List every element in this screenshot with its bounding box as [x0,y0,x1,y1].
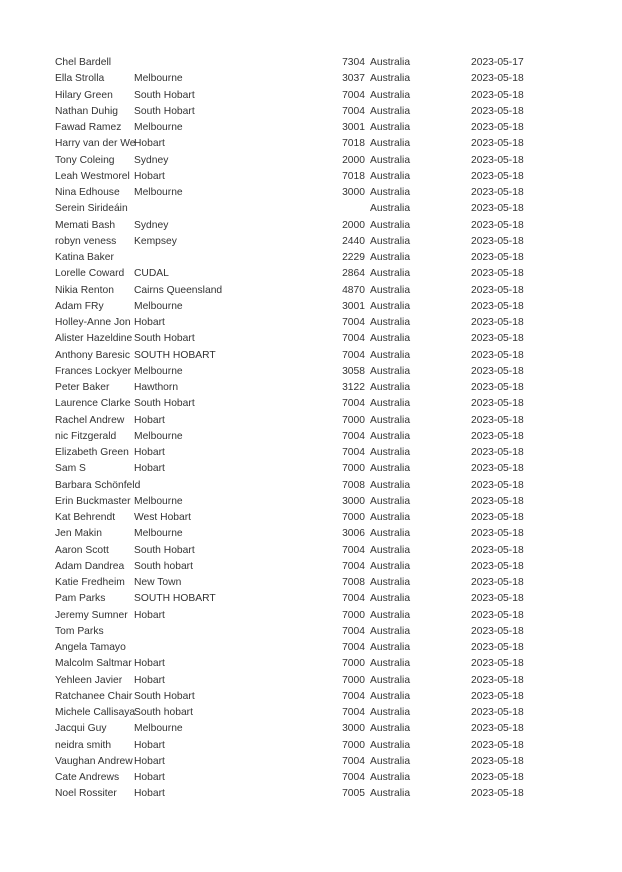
signer-name: Kat Behrendt [55,512,116,523]
signer-country: Australia [370,479,411,491]
signer-city: South Hobart [134,105,195,117]
signer-name: Nathan Duhig [55,105,118,117]
signer-name: Fawad Ramez [55,122,122,133]
table-row [0,494,622,510]
signer-country: Australia [370,365,411,377]
signer-name: Frances Lockyer [55,365,132,377]
signer-country: Australia [370,349,411,361]
signer-name: Pam Parks [55,593,106,605]
signer-city: Hobart [134,414,165,426]
table-row [0,608,622,624]
signature-date: 2023-05-17 [471,57,524,68]
signer-name: Leah Westmorel [55,170,130,182]
signature-date: 2023-05-18 [471,430,524,442]
signer-city: Melbourne [134,430,183,442]
signer-postcode: 7004 [342,593,365,605]
table-row [0,429,622,445]
signer-city: SOUTH HOBART [134,349,216,361]
signer-city: South hobart [134,560,193,572]
signer-country: Australia [370,560,411,572]
table-row [0,786,622,802]
signer-name: Noel Rossiter [55,788,117,800]
signature-date: 2023-05-18 [471,495,524,507]
signer-name: Ella Strolla [55,73,105,85]
signer-name: Tony Coleing [55,154,115,166]
signer-postcode: 7004 [342,430,365,442]
signer-country: Australia [370,122,411,133]
signer-city: South Hobart [134,89,195,101]
signer-city: South Hobart [134,398,195,410]
table-row [0,575,622,591]
table-row [0,705,622,721]
signer-name: neidra smith [55,739,112,751]
signer-name: Rachel Andrew [55,414,125,426]
signer-postcode: 3000 [342,495,365,507]
signature-date: 2023-05-18 [471,122,524,133]
signer-postcode: 3058 [342,365,365,377]
signer-city: Hobart [134,788,165,800]
table-row [0,754,622,770]
table-row [0,299,622,315]
signature-date: 2023-05-18 [471,674,524,686]
table-row [0,770,622,786]
table-row [0,234,622,250]
signer-postcode: 7000 [342,658,365,670]
signer-name: Elizabeth Green [55,447,129,458]
table-row [0,218,622,234]
table-row [0,413,622,429]
table-row [0,673,622,689]
signer-name: Malcolm Saltmar [55,658,132,670]
signer-city: Melbourne [134,73,183,85]
signer-city: Melbourne [134,528,183,540]
signer-city: Hawthorn [134,382,179,393]
signature-date: 2023-05-18 [471,414,524,426]
signer-city: Hobart [134,317,165,328]
signature-date: 2023-05-18 [471,333,524,345]
signer-postcode: 7004 [342,317,365,328]
signature-date: 2023-05-18 [471,772,524,783]
signer-country: Australia [370,788,411,800]
signer-city: CUDAL [134,268,169,280]
signer-name: Cate Andrews [55,772,120,783]
signer-postcode: 7004 [342,349,365,361]
signer-country: Australia [370,252,411,263]
table-row [0,640,622,656]
table-row [0,153,622,169]
signer-country: Australia [370,690,411,702]
table-row [0,591,622,607]
signer-postcode: 3001 [342,122,365,133]
signature-date: 2023-05-18 [471,642,524,653]
signature-date: 2023-05-18 [471,707,524,718]
signer-postcode: 2000 [342,154,365,166]
signer-city: Hobart [134,674,165,686]
signer-country: Australia [370,609,411,621]
signer-name: Memati Bash [55,219,116,231]
signer-city: Hobart [134,170,165,182]
table-row [0,283,622,299]
table-row [0,88,622,104]
table-row [0,364,622,380]
signature-date: 2023-05-18 [471,203,524,215]
signer-name: Katie Fredheim [55,577,125,588]
signer-city: Melbourne [134,495,183,507]
signature-date: 2023-05-18 [471,73,524,85]
signer-name: Harry van der We [55,138,136,150]
signer-country: Australia [370,333,411,345]
signature-date: 2023-05-18 [471,349,524,361]
signature-date: 2023-05-18 [471,739,524,751]
signer-country: Australia [370,495,411,507]
signature-date: 2023-05-18 [471,463,524,475]
table-row [0,396,622,412]
signer-postcode: 7008 [342,479,365,491]
signer-name: Adam FRy [55,300,104,312]
signer-country: Australia [370,739,411,751]
signer-country: Australia [370,235,411,247]
signer-name: Tom Parks [55,625,104,637]
table-row [0,526,622,542]
signer-postcode: 7004 [342,625,365,637]
signer-country: Australia [370,73,411,85]
signer-country: Australia [370,268,411,280]
table-row [0,624,622,640]
signer-country: Australia [370,447,411,458]
signer-city: Hobart [134,772,165,783]
signer-city: Melbourne [134,300,183,312]
signer-country: Australia [370,658,411,670]
signature-date: 2023-05-18 [471,317,524,328]
signer-city: Sydney [134,154,169,166]
table-row [0,461,622,477]
signer-name: robyn veness [55,235,117,247]
signer-postcode: 3001 [342,300,365,312]
signer-postcode: 7004 [342,690,365,702]
signer-country: Australia [370,544,411,556]
signer-postcode: 2000 [342,219,365,231]
signer-name: Vaughan Andrew [55,755,133,767]
signer-country: Australia [370,317,411,328]
signature-table [0,55,622,803]
signature-date: 2023-05-18 [471,89,524,101]
signature-date: 2023-05-18 [471,512,524,523]
signer-name: Peter Baker [55,382,110,393]
signer-country: Australia [370,187,411,198]
signer-postcode: 7000 [342,414,365,426]
signer-city: Melbourne [134,187,183,198]
signer-city: Melbourne [134,122,183,133]
signer-postcode: 7004 [342,560,365,572]
table-row [0,331,622,347]
signature-date: 2023-05-18 [471,577,524,588]
signer-postcode: 7304 [342,57,365,68]
signer-country: Australia [370,300,411,312]
table-row [0,656,622,672]
table-row [0,348,622,364]
signature-date: 2023-05-18 [471,170,524,182]
signature-date: 2023-05-18 [471,268,524,280]
signer-name: Chel Bardell [55,57,112,68]
signer-country: Australia [370,105,411,117]
signer-postcode: 7008 [342,577,365,588]
signer-postcode: 7000 [342,609,365,621]
signer-name: Jeremy Sumner [55,609,128,621]
signer-country: Australia [370,57,411,68]
table-row [0,380,622,396]
signer-city: SOUTH HOBART [134,593,216,605]
signature-date: 2023-05-18 [471,625,524,637]
signer-country: Australia [370,723,411,735]
table-row [0,71,622,87]
signature-date: 2023-05-18 [471,284,524,296]
table-row [0,136,622,152]
table-row [0,201,622,217]
signer-postcode: 7004 [342,707,365,718]
signature-date: 2023-05-18 [471,788,524,800]
signer-city: Hobart [134,463,165,475]
signer-country: Australia [370,707,411,718]
signature-date: 2023-05-18 [471,544,524,556]
signer-postcode: 3000 [342,187,365,198]
signer-city: Hobart [134,447,165,458]
signer-postcode: 7004 [342,333,365,345]
signer-city: Hobart [134,609,165,621]
signer-name: Yehleen Javier [55,674,123,686]
signer-city: Melbourne [134,723,183,735]
signature-date: 2023-05-18 [471,755,524,767]
signer-country: Australia [370,772,411,783]
table-row [0,559,622,575]
signer-name: Aaron Scott [55,544,109,556]
signer-name: Adam Dandrea [55,560,125,572]
signature-date: 2023-05-18 [471,690,524,702]
table-row [0,169,622,185]
signer-city: Sydney [134,219,169,231]
signer-country: Australia [370,414,411,426]
signature-date: 2023-05-18 [471,658,524,670]
signer-country: Australia [370,755,411,767]
table-row [0,689,622,705]
signer-name: Jacqui Guy [55,723,107,735]
signer-country: Australia [370,170,411,182]
signer-postcode: 7000 [342,739,365,751]
signer-city: New Town [134,577,182,588]
signature-date: 2023-05-18 [471,219,524,231]
signer-country: Australia [370,138,411,150]
table-row [0,445,622,461]
signature-date: 2023-05-18 [471,593,524,605]
signer-postcode: 7004 [342,772,365,783]
signer-city: South hobart [134,707,193,718]
signer-country: Australia [370,154,411,166]
signer-name: Jen Makin [55,528,102,540]
table-row [0,120,622,136]
signer-country: Australia [370,577,411,588]
signer-postcode: 7000 [342,512,365,523]
signer-country: Australia [370,512,411,523]
table-row [0,55,622,71]
signer-postcode: 7000 [342,674,365,686]
signature-date: 2023-05-18 [471,138,524,150]
table-row [0,315,622,331]
signer-city: Hobart [134,138,165,150]
table-row [0,738,622,754]
signer-city: Melbourne [134,365,183,377]
signer-postcode: 7004 [342,398,365,410]
signer-name: Nina Edhouse [55,187,120,198]
signer-postcode: 2864 [342,268,365,280]
signer-country: Australia [370,203,411,215]
signature-date: 2023-05-18 [471,365,524,377]
signer-postcode: 7004 [342,755,365,767]
signer-name: Angela Tamayo [55,642,126,653]
signer-country: Australia [370,430,411,442]
signer-postcode: 7004 [342,447,365,458]
signer-postcode: 2229 [342,252,365,263]
signer-city: Kempsey [134,235,177,247]
signature-date: 2023-05-18 [471,528,524,540]
signer-country: Australia [370,284,411,296]
signer-postcode: 4870 [342,284,365,296]
signer-name: nic Fitzgerald [55,430,117,442]
signer-name: Michele Callisaya [55,707,136,718]
table-row [0,478,622,494]
signature-date: 2023-05-18 [471,382,524,393]
table-row [0,266,622,282]
signer-name: Lorelle Coward [55,268,125,280]
signature-date: 2023-05-18 [471,723,524,735]
signer-name: Anthony Baresic [55,349,130,361]
signature-date: 2023-05-18 [471,235,524,247]
signer-country: Australia [370,89,411,101]
signer-postcode: 3037 [342,73,365,85]
signer-postcode: 3006 [342,528,365,540]
table-row [0,543,622,559]
signer-country: Australia [370,528,411,540]
signer-postcode: 3000 [342,723,365,735]
signer-postcode: 7004 [342,544,365,556]
signer-postcode: 7018 [342,138,365,150]
signature-date: 2023-05-18 [471,479,524,491]
signer-name: Ratchanee Chair [55,690,133,702]
signer-city: Hobart [134,755,165,767]
signer-name: Erin Buckmaster [55,495,131,507]
signer-country: Australia [370,463,411,475]
signer-country: Australia [370,398,411,410]
signer-postcode: 3122 [342,382,365,393]
signer-postcode: 7004 [342,105,365,117]
signature-date: 2023-05-18 [471,154,524,166]
signature-date: 2023-05-18 [471,609,524,621]
signer-city: Cairns Queensland [134,284,223,296]
table-row [0,510,622,526]
signer-postcode: 7004 [342,642,365,653]
signer-postcode: 7000 [342,463,365,475]
signer-city: Hobart [134,658,165,670]
signer-city: South Hobart [134,690,195,702]
signer-postcode: 7018 [342,170,365,182]
signature-date: 2023-05-18 [471,252,524,263]
signer-name: Katina Baker [55,252,114,263]
signer-name: Nikia Renton [55,284,114,296]
signature-date: 2023-05-18 [471,447,524,458]
signer-postcode: 7005 [342,788,365,800]
signature-date: 2023-05-18 [471,398,524,410]
table-row [0,104,622,120]
signer-country: Australia [370,674,411,686]
signature-date: 2023-05-18 [471,560,524,572]
signer-postcode: 2440 [342,235,365,247]
signer-name: Barbara Schönfeld [55,479,141,491]
table-row [0,185,622,201]
signer-city: Hobart [134,739,165,751]
signer-country: Australia [370,642,411,653]
table-row [0,721,622,737]
table-row [0,250,622,266]
signer-city: South Hobart [134,333,195,345]
signer-postcode: 7004 [342,89,365,101]
signature-date: 2023-05-18 [471,300,524,312]
signer-city: West Hobart [134,512,192,523]
signer-country: Australia [370,625,411,637]
signer-name: Serein Sirideáin [55,203,128,215]
signer-name: Holley-Anne Jon [55,317,131,328]
signer-city: South Hobart [134,544,195,556]
signer-country: Australia [370,219,411,231]
signature-date: 2023-05-18 [471,187,524,198]
signer-country: Australia [370,593,411,605]
signer-name: Laurence Clarke [55,398,131,410]
signer-name: Hilary Green [55,89,113,101]
signature-date: 2023-05-18 [471,105,524,117]
signer-country: Australia [370,382,411,393]
signer-name: Sam S [55,463,86,475]
signer-name: Alister Hazeldine [55,333,133,345]
